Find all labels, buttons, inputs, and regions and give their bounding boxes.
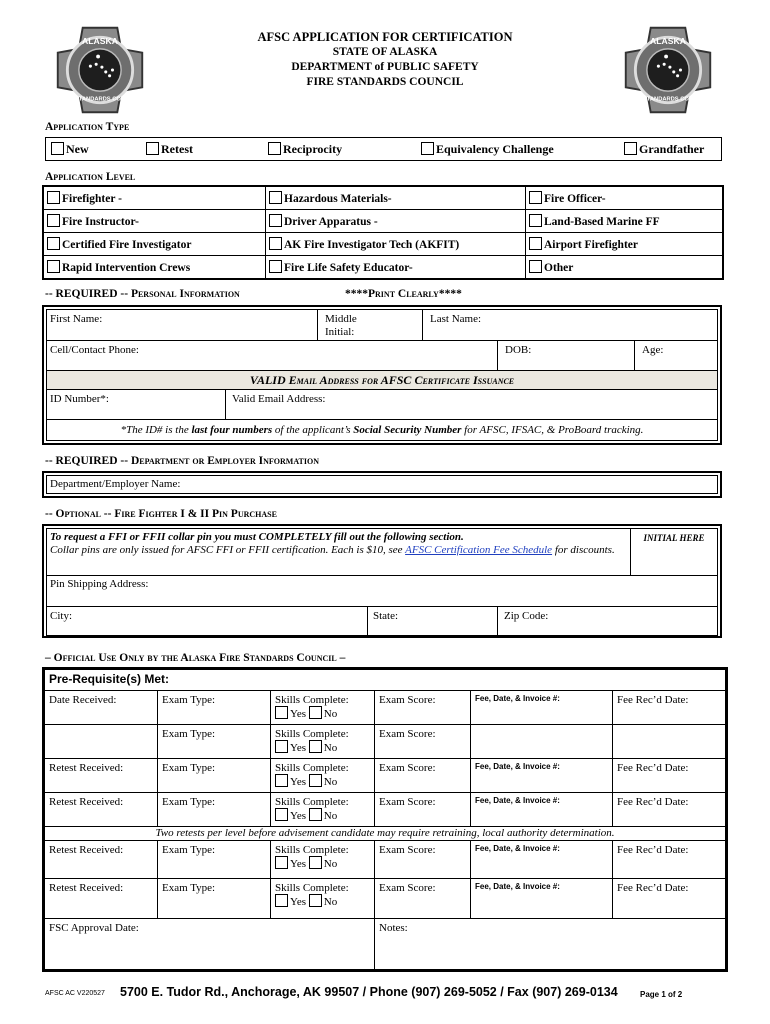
pin-city-row	[46, 607, 718, 636]
no-label: No	[323, 810, 338, 822]
exam-type-cell[interactable]: Exam Type:	[158, 793, 271, 827]
department-line: DEPARTMENT of PUBLIC SAFETY	[291, 61, 479, 73]
fee-info-cell[interactable]: Fee, Date, & Invoice #:	[471, 841, 613, 879]
checkbox[interactable]	[47, 191, 60, 204]
application-type-title: Application Type	[45, 121, 130, 133]
checkbox[interactable]	[624, 142, 637, 155]
level-fire-investigator[interactable]	[44, 233, 266, 256]
personal-info-label: Personal Information	[130, 288, 240, 300]
checkbox[interactable]	[275, 856, 288, 869]
fee-info-cell[interactable]: Fee, Date, & Invoice #:	[471, 879, 613, 919]
type-equivalency-label: Equivalency Challenge	[436, 142, 554, 156]
id-email-row	[46, 390, 718, 420]
checkbox[interactable]	[51, 142, 64, 155]
type-equivalency[interactable]	[421, 142, 554, 157]
pin-label: Fire Fighter I & II Pin Purchase	[114, 508, 277, 520]
exam-type-cell[interactable]: Exam Type:	[158, 691, 271, 725]
skills-cell	[271, 725, 375, 759]
checkbox[interactable]	[529, 260, 542, 273]
alaska-fire-seal-right	[620, 22, 716, 118]
email-field[interactable]: Valid Email Address:	[232, 393, 326, 405]
official-use-title: – Official Use Only by the Alaska Fire Standards Council –	[45, 652, 346, 664]
level-label: Driver Apparatus -	[284, 216, 378, 228]
name-row	[46, 309, 718, 341]
level-label: Other	[544, 262, 574, 274]
checkbox[interactable]	[309, 808, 322, 821]
exam-score-cell[interactable]: Exam Score:	[375, 793, 471, 827]
retest-received-cell[interactable]: Retest Received:	[45, 759, 158, 793]
application-level-grid	[42, 185, 724, 280]
exam-score-cell[interactable]: Exam Score:	[375, 841, 471, 879]
department-box	[42, 471, 722, 498]
level-fire-instructor[interactable]	[44, 210, 266, 233]
email-banner: VALID Email Address for AFSC Certificate Issuance	[46, 371, 718, 390]
personal-info-title	[45, 288, 240, 300]
id-note-bold: Social Security Number	[353, 424, 462, 436]
skills-label: Skills Complete:	[275, 882, 349, 894]
checkbox[interactable]	[47, 260, 60, 273]
level-label: Fire Life Safety Educator-	[284, 262, 413, 274]
department-title	[45, 455, 319, 467]
level-airport-ff[interactable]	[526, 233, 723, 256]
type-reciprocity-label: Reciprocity	[283, 142, 343, 156]
dob-field[interactable]: DOB:	[505, 344, 532, 356]
checkbox[interactable]	[47, 237, 60, 250]
fee-info-cell[interactable]: Fee, Date, & Invoice #:	[471, 793, 613, 827]
checkbox[interactable]	[309, 856, 322, 869]
skills-cell	[271, 691, 375, 725]
form-header	[200, 30, 570, 90]
no-label: No	[323, 708, 338, 720]
fee-schedule-link[interactable]: AFSC Certification Fee Schedule	[405, 544, 553, 556]
level-life-safety[interactable]	[266, 256, 526, 279]
checkbox[interactable]	[269, 237, 282, 250]
id-note-text: *The ID# is the	[120, 424, 192, 436]
id-note	[46, 420, 718, 441]
zip-field[interactable]: Zip Code:	[504, 610, 549, 622]
retest-received-cell[interactable]: Retest Received:	[45, 793, 158, 827]
type-new[interactable]	[51, 142, 89, 157]
yes-label: Yes	[290, 810, 307, 822]
exam-type-cell[interactable]: Exam Type:	[158, 759, 271, 793]
checkbox[interactable]	[275, 740, 288, 753]
department-label: Department or Employer Information	[130, 455, 319, 467]
seal-top-text: ALASKA	[650, 36, 686, 47]
middle-initial-field[interactable]: Middle Initial:	[325, 313, 357, 338]
level-marine-ff[interactable]	[526, 210, 723, 233]
phone-row	[46, 341, 718, 371]
pin-box	[42, 524, 722, 638]
exam-score-cell[interactable]: Exam Score:	[375, 759, 471, 793]
checkbox[interactable]	[269, 214, 282, 227]
level-label: Firefighter -	[62, 193, 122, 205]
type-reciprocity[interactable]	[268, 142, 342, 157]
fee-recd-cell[interactable]: Fee Rec’d Date:	[613, 691, 726, 725]
seal-top-text: ALASKA	[82, 36, 118, 47]
no-label: No	[323, 896, 338, 908]
age-field[interactable]: Age:	[642, 344, 664, 356]
empty-cell[interactable]	[613, 725, 726, 759]
empty-cell[interactable]	[45, 725, 158, 759]
level-ric[interactable]	[44, 256, 266, 279]
checkbox[interactable]	[309, 740, 322, 753]
level-label: Land-Based Marine FF	[544, 216, 660, 228]
fee-info-cell[interactable]: Fee, Date, & Invoice #:	[471, 759, 613, 793]
type-grandfather[interactable]	[624, 142, 704, 157]
skills-label: Skills Complete:	[275, 796, 349, 808]
level-label: Certified Fire Investigator	[62, 239, 192, 251]
checkbox[interactable]	[47, 214, 60, 227]
page-number: Page 1 of 2	[640, 990, 683, 999]
date-received-cell[interactable]: Date Received:	[45, 691, 158, 725]
skills-cell	[271, 759, 375, 793]
initial-here-field[interactable]: INITIAL HERE	[631, 528, 718, 576]
city-field[interactable]: City:	[50, 610, 73, 622]
retest-note: Two retests per level before advisement candidate may require retraining, local authority determination.	[45, 827, 726, 841]
optional-tag: -- Optional --	[45, 508, 115, 520]
department-name-field[interactable]: Department/Employer Name:	[46, 475, 718, 494]
fee-recd-cell[interactable]: Fee Rec’d Date:	[613, 841, 726, 879]
fee-recd-cell[interactable]: Fee Rec’d Date:	[613, 879, 726, 919]
council-line: FIRE STANDARDS COUNCIL	[306, 76, 464, 88]
first-name-field[interactable]: First Name:	[50, 313, 103, 325]
skills-label: Skills Complete:	[275, 694, 349, 706]
application-type-box	[45, 137, 722, 161]
retest-received-cell[interactable]: Retest Received:	[45, 841, 158, 879]
form-code: AFSC AC V220527	[45, 990, 105, 997]
fee-recd-cell[interactable]: Fee Rec’d Date:	[613, 793, 726, 827]
required-tag: -- REQUIRED --	[45, 455, 131, 467]
phone-field[interactable]: Cell/Contact Phone:	[50, 344, 139, 356]
pin-title	[45, 508, 277, 520]
alaska-fire-seal-left	[52, 22, 148, 118]
checkbox[interactable]	[275, 894, 288, 907]
skills-label: Skills Complete:	[275, 762, 349, 774]
yes-label: Yes	[290, 896, 307, 908]
exam-score-cell[interactable]: Exam Score:	[375, 691, 471, 725]
last-name-field[interactable]: Last Name:	[430, 313, 482, 325]
checkbox[interactable]	[309, 894, 322, 907]
id-note-bold: last four numbers	[191, 424, 273, 436]
pin-instr-text: for discounts.	[552, 544, 615, 556]
print-clearly: ****Print Clearly****	[345, 288, 462, 300]
type-retest[interactable]	[146, 142, 193, 157]
application-level-title: Application Level	[45, 171, 136, 183]
required-tag: -- REQUIRED --	[45, 288, 131, 300]
yes-label: Yes	[290, 858, 307, 870]
level-label: Fire Officer-	[544, 193, 606, 205]
checkbox[interactable]	[529, 214, 542, 227]
exam-score-cell[interactable]: Exam Score:	[375, 879, 471, 919]
checkbox[interactable]	[269, 191, 282, 204]
id-note-text: for AFSC, IFSAC, & ProBoard tracking.	[461, 424, 644, 436]
checkbox[interactable]	[529, 191, 542, 204]
type-grandfather-label: Grandfather	[639, 142, 705, 156]
pin-instr-bold: To request a FFI or FFII collar pin you must COMPLETELY fill out the following section.	[50, 531, 464, 543]
official-use-box	[42, 667, 728, 972]
type-new-label: New	[66, 142, 89, 156]
level-firefighter[interactable]	[44, 187, 266, 210]
exam-type-cell[interactable]: Exam Type:	[158, 725, 271, 759]
checkbox[interactable]	[269, 260, 282, 273]
skills-cell	[271, 793, 375, 827]
approval-date-cell[interactable]: FSC Approval Date:	[45, 919, 375, 970]
seal-bottom-text: STANDARDS COU	[74, 96, 126, 103]
personal-info-box	[42, 305, 722, 445]
notes-cell[interactable]: Notes:	[375, 919, 726, 970]
pin-address-field[interactable]: Pin Shipping Address:	[46, 576, 718, 607]
level-label: Hazardous Materials-	[284, 193, 392, 205]
id-note-text: of the applicant’s	[272, 424, 354, 436]
checkbox[interactable]	[268, 142, 281, 155]
retest-received-cell[interactable]: Retest Received:	[45, 879, 158, 919]
yes-label: Yes	[290, 742, 307, 754]
skills-label: Skills Complete:	[275, 728, 349, 740]
exam-type-cell[interactable]: Exam Type:	[158, 879, 271, 919]
checkbox[interactable]	[529, 237, 542, 250]
level-driver-apparatus[interactable]	[266, 210, 526, 233]
level-hazmat[interactable]	[266, 187, 526, 210]
level-label: Airport Firefighter	[544, 239, 638, 251]
level-label: AK Fire Investigator Tech (AKFIT)	[284, 239, 460, 251]
skills-cell	[271, 841, 375, 879]
no-label: No	[323, 742, 338, 754]
checkbox[interactable]	[146, 142, 159, 155]
checkbox[interactable]	[309, 774, 322, 787]
exam-score-cell[interactable]: Exam Score:	[375, 725, 471, 759]
level-fire-officer[interactable]	[526, 187, 723, 210]
checkbox[interactable]	[275, 808, 288, 821]
yes-label: Yes	[290, 708, 307, 720]
fee-recd-cell[interactable]: Fee Rec’d Date:	[613, 759, 726, 793]
level-label: Fire Instructor-	[62, 216, 139, 228]
level-other[interactable]	[526, 256, 723, 279]
checkbox[interactable]	[275, 774, 288, 787]
state-field[interactable]: State:	[373, 610, 399, 622]
footer-address: 5700 E. Tudor Rd., Anchorage, AK 99507 / Phone (907) 269-5052 / Fax (907) 269-0134	[120, 985, 618, 999]
fee-info-cell[interactable]: Fee, Date, & Invoice #:	[471, 691, 613, 725]
level-akfit[interactable]	[266, 233, 526, 256]
exam-type-cell[interactable]: Exam Type:	[158, 841, 271, 879]
type-retest-label: Retest	[161, 142, 193, 156]
state-line: STATE OF ALASKA	[332, 46, 438, 58]
prereq-row[interactable]: Pre-Requisite(s) Met:	[45, 670, 726, 691]
yes-label: Yes	[290, 776, 307, 788]
skills-cell	[271, 879, 375, 919]
checkbox[interactable]	[421, 142, 434, 155]
no-label: No	[323, 776, 338, 788]
seal-bottom-text: STANDARDS COU	[642, 96, 694, 103]
pin-instr-text: Collar pins are only issued for AFSC FFI or FFII certification. Each is $10, see	[50, 544, 406, 556]
checkbox[interactable]	[309, 706, 322, 719]
level-label: Rapid Intervention Crews	[62, 262, 191, 274]
form-title: AFSC APPLICATION FOR CERTIFICATION	[257, 30, 513, 44]
empty-cell[interactable]	[471, 725, 613, 759]
checkbox[interactable]	[275, 706, 288, 719]
pin-instructions	[46, 528, 631, 576]
no-label: No	[323, 858, 338, 870]
id-number-field[interactable]: ID Number*:	[50, 393, 109, 405]
skills-label: Skills Complete:	[275, 844, 349, 856]
